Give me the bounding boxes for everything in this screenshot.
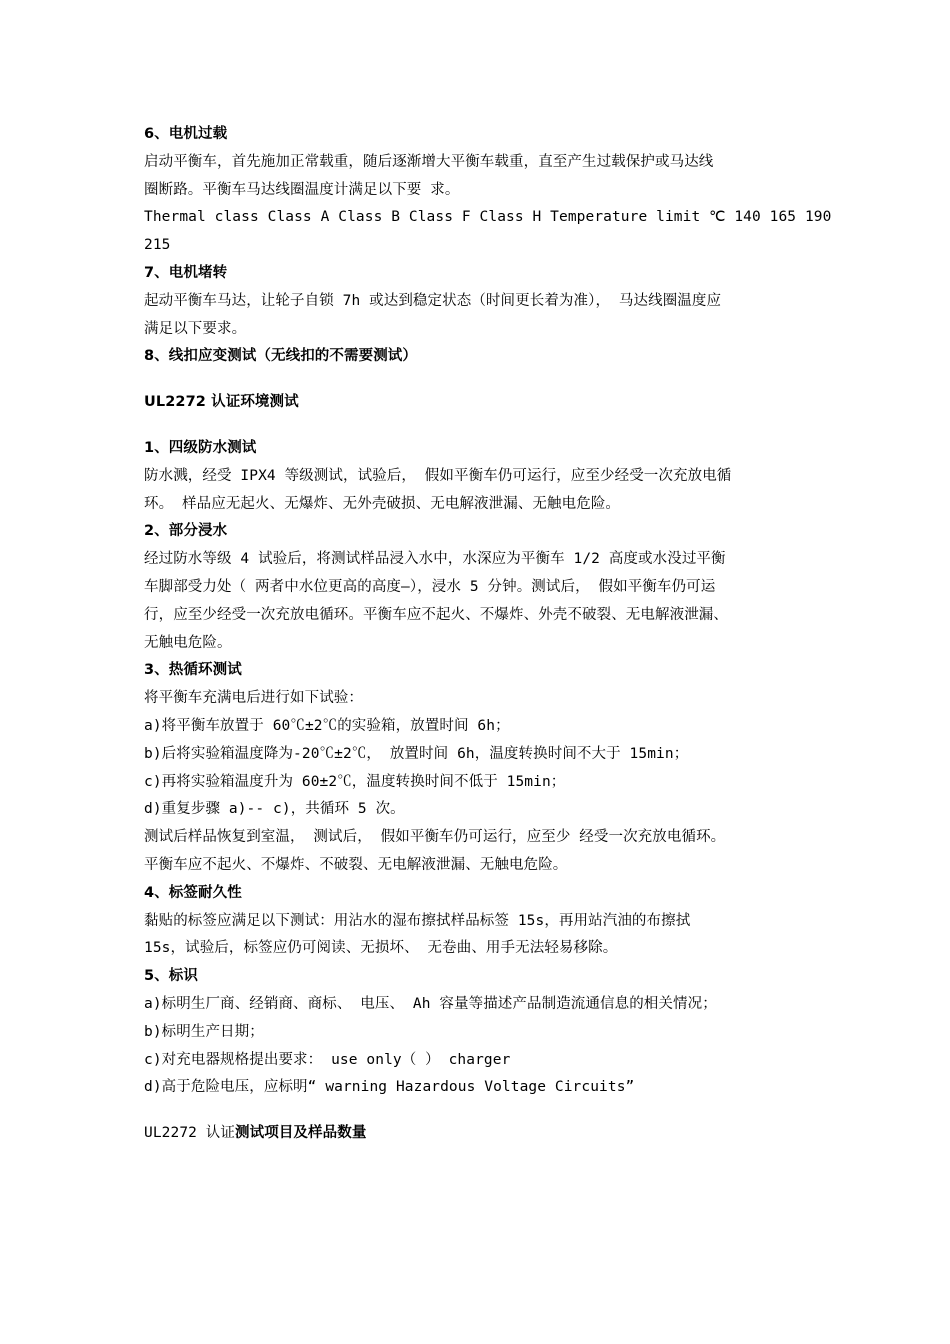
paragraph-line: 平衡车应不起火、不爆炸、不破裂、无电解液泄漏、无触电危险。 (144, 856, 568, 873)
chapter-title-bold: 测试项目及样品数量 (235, 1125, 367, 1142)
paragraph-line: 防水溅，经受 IPX4 等级测试，试验后， 假如平衡车仍可运行，应至少经受一次充放电循 (144, 467, 732, 484)
section-heading: 4、标签耐久性 (144, 884, 242, 901)
paragraph-line: 黏贴的标签应满足以下测试：用沾水的湿布擦拭样品标签 15s，再用站汽油的布擦拭 (144, 912, 691, 929)
paragraph-line: 环。 样品应无起火、无爆炸、无外壳破损、无电解液泄漏、无触电危险。 (144, 495, 621, 512)
chapter-title (144, 1120, 814, 1148)
list-item: a)将平衡车放置于 60℃±2℃的实验箱，放置时间 6h； (144, 717, 510, 734)
section-heading: 7、电机堵转 (144, 264, 228, 281)
list-item: b)后将实验箱温度降为-20℃±2℃， 放置时间 6h，温度转换时间不大于 15min； (144, 745, 689, 762)
list-item: d)重复步骤 a)-- c)，共循环 5 次。 (144, 801, 405, 818)
spacer (144, 1102, 814, 1120)
list-item: d)高于危险电压，应标明“ warning Hazardous Voltage Circuits” (144, 1079, 635, 1096)
chapter-title-prefix: UL2272 认证 (144, 1125, 236, 1142)
paragraph-line: 起动平衡车马达，让轮子自锁 7h 或达到稳定状态（时间更长着为准）， 马达线圈温度应 (144, 292, 722, 309)
paragraph-line: 启动平衡车，首先施加正常载重，随后逐渐增大平衡车载重，直至产生过载保护或马达线 (144, 153, 714, 170)
section-heading: 2、部分浸水 (144, 523, 228, 540)
paragraph-line: 满足以下要求。 (144, 320, 247, 337)
paragraph-line: 215 (144, 237, 171, 254)
paragraph-line: 经过防水等级 4 试验后，将测试样品浸入水中，水深应为平衡车 1/2 高度或水没过平衡 (144, 551, 726, 568)
section-heading: 3、热循环测试 (144, 662, 242, 679)
spacer (144, 371, 814, 389)
list-item: c)再将实验箱温度升为 60±2℃，温度转换时间不低于 15min； (144, 773, 566, 790)
list-item: a)标明生厂商、经销商、商标、 电压、 Ah 容量等描述产品制造流通信息的相关情况； (144, 995, 717, 1012)
section-heading: 5、标识 (144, 968, 198, 985)
section-heading: 1、四级防水测试 (144, 439, 257, 456)
spacer (144, 417, 814, 435)
section-heading: 8、线扣应变测试（无线扣的不需要测试） (144, 348, 417, 365)
paragraph-line: 车脚部受力处（ 两者中水位更高的高度—），浸水 5 分钟。测试后， 假如平衡车仍可运 (144, 578, 716, 595)
paragraph-line: 行，应至少经受一次充放电循环。平衡车应不起火、不爆炸、外壳不破裂、无电解液泄漏、 (144, 606, 728, 623)
paragraph-line: 将平衡车充满电后进行如下试验： (144, 690, 363, 707)
document-body (144, 121, 832, 1148)
section-heading: 6、电机过载 (144, 126, 228, 142)
paragraph-line: 圈断路。平衡车马达线圈温度计满足以下要 求。 (144, 181, 460, 198)
paragraph-line: Thermal class Class A Class B Class F Class H Temperature limit ℃ 140 165 190 (144, 209, 832, 226)
paragraph-line: 无触电危险。 (144, 634, 232, 651)
chapter-title: UL2272 认证环境测试 (144, 394, 299, 411)
paragraph-line: 15s，试验后，标签应仍可阅读、无损坏、 无卷曲、用手无法轻易移除。 (144, 940, 618, 957)
list-item: b)标明生产日期； (144, 1023, 264, 1040)
list-item: c)对充电器规格提出要求： use only（ ） charger (144, 1051, 511, 1068)
paragraph-line: 测试后样品恢复到室温， 测试后， 假如平衡车仍可运行，应至少 经受一次充放电循环。 (144, 829, 726, 846)
